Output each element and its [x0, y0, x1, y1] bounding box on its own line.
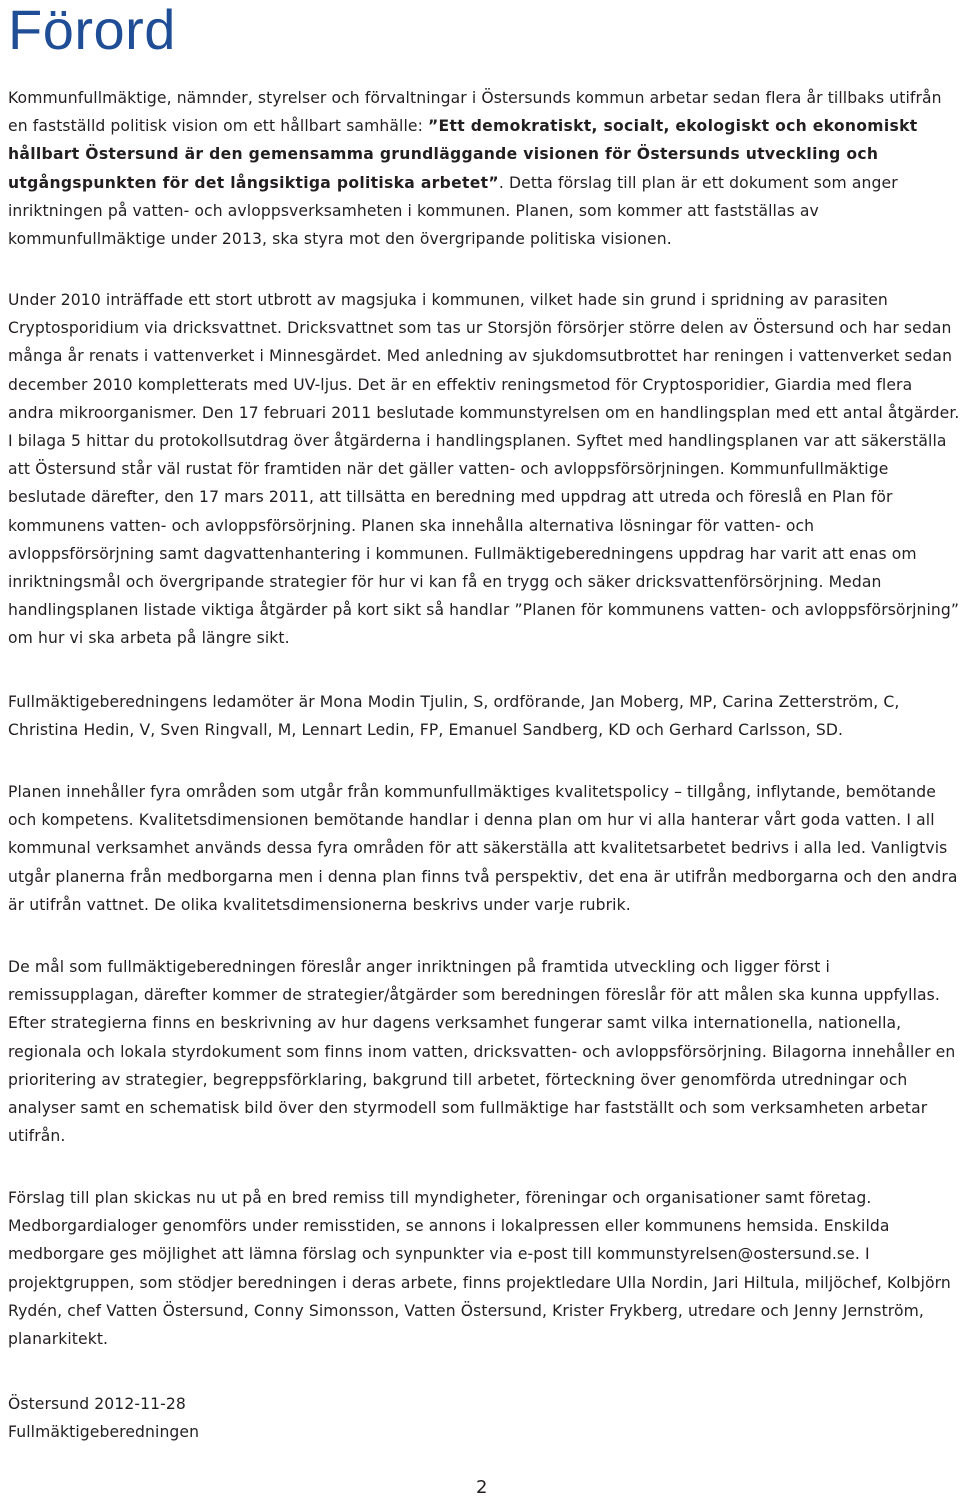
paragraph-background: Under 2010 inträffade ett stort utbrott av magsjuka i kommunen, vilket hade sin grund i spridning av parasiten Cryptosporidium via dricksvattnet. Dricksvattnet som tas ur Storsjön försörjer större delen av Östersund och har sedan många år renats i vattenverket i Minnesgärdet. Med anledning av sjukdomsutbrottet har reningen i vattenverket sedan december 2010 kompletterats med UV-ljus. Det är en effektiv reningsmetod för Cryptosporidier, Giardia med flera andra mikroorganismer. Den 17 februari 2011 beslutade kommunstyrelsen om en handlingsplan med ett antal åtgärder. I bilaga 5 hittar du protokollsutdrag över åtgärderna i handlingsplanen. Syftet med handlingsplanen var att säkerställa att Östersund står väl rustat för framtiden när det gäller vatten- och avloppsförsörjningen. Kommunfullmäktige beslutade därefter, den 17 mars 2011, att tillsätta en beredning med uppdrag att utreda och föreslå en Plan för kommunens vatten- och avloppsförsörjning. Planen ska innehålla alternativa lösningar för vatten- och avloppsförsörjning samt dagvattenhantering i kommunen. Fullmäktigeberedningens uppdrag har varit att enas om inriktningsmål och övergripande strategier för hur vi kan få en trygg och säker dricksvattenförsörjning. Medan handlingsplanen listade viktiga åtgärder på kort sikt så handlar ”Planen för kommunens vatten- och avloppsförsörjning” om hur vi ska arbeta på längre sikt.	[8, 291, 960, 648]
signature-place-date: Östersund 2012-11-28	[8, 1395, 186, 1413]
intro-tail-text: . Detta förslag till plan är ett dokument som anger inriktningen på vatten- och avloppsverksamheten i kommunen. Planen, som kommer att fastställas av kommunfullmäktige under 2013, ska styra mot den övergripande politiska visionen.	[8, 173, 898, 249]
page-number: 2	[476, 1477, 488, 1498]
intro-lead-text: Kommunfullmäktige, nämnder, styrelser och förvaltningar i Östersunds kommun arbetar sedan flera år tillbaks utifrån en fastställd politisk vision om ett hållbart samhälle:	[8, 89, 942, 136]
signature-organization: Fullmäktigeberedningen	[8, 1423, 200, 1441]
paragraph-intro	[8, 84, 960, 253]
paragraph-quality-areas: Planen innehåller fyra områden som utgår från kommunfullmäktiges kvalitetspolicy – tillgång, inflytande, bemötande och kompetens. Kvalitetsdimensionen bemötande handlar i denna plan om hur vi alla hanterar vårt goda vatten. I all kommunal verksamhet används dessa fyra områden för att säkerställa att kvalitetsarbetet bedrivs i alla led. Vanligtvis utgår planerna från medborgarna men i denna plan finns två perspektiv, det ena är utifrån medborgarna och den andra är utifrån vattnet. De olika kvalitetsdimensionerna beskrivs under varje rubrik.	[8, 783, 958, 914]
paragraph-plan-structure: De mål som fullmäktigeberedningen föreslår anger inriktningen på framtida utveckling och ligger först i remissupplagan, därefter kommer de strategier/åtgärder som beredningen föreslår för att målen ska kunna uppfyllas. Efter strategierna finns en beskrivning av hur dagens verksamhet fungerar samt vilka internationella, nationella, regionala och lokala styrdokument som finns inom vatten, dricksvatten- och avloppsförsörjning. Bilagorna innehåller en prioritering av strategier, begreppsförklaring, bakgrund till arbetet, förteckning över genomförda utredningar och analyser samt en schematisk bild över den styrmodell som fullmäktige har fastställt och som verksamheten arbetar utifrån.	[8, 958, 956, 1146]
page-title: Förord	[8, 0, 176, 61]
vision-statement: ”Ett demokratiskt, socialt, ekologiskt och ekonomiskt hållbart Östersund är den gemensamma grundläggande visionen för Östersunds utveckling och utgångspunkten för det långsiktiga politiska arbetet”	[8, 117, 918, 192]
paragraph-committee-members: Fullmäktigeberedningens ledamöter är Mona Modin Tjulin, S, ordförande, Jan Moberg, MP, Carina Zetterström, C, Christina Hedin, V, Sven Ringvall, M, Lennart Ledin, FP, Emanuel Sandberg, KD och Gerhard Carlsson, SD.	[8, 693, 900, 740]
paragraph-consultation: Förslag till plan skickas nu ut på en bred remiss till myndigheter, föreningar och organisationer samt företag. Medborgardialoger genomförs under remisstiden, se annons i lokalpressen eller kommunens hemsida. Enskilda medborgare ges möjlighet att lämna förslag och synpunkter via e-post till kommunstyrelsen@ostersund.se. I projektgruppen, som stödjer beredningen i deras arbete, finns projektledare Ulla Nordin, Jari Hiltula, miljöchef, Kolbjörn Rydén, chef Vatten Östersund, Conny Simonsson, Vatten Östersund, Krister Frykberg, utredare och Jenny Jernström, planarkitekt.	[8, 1189, 951, 1349]
